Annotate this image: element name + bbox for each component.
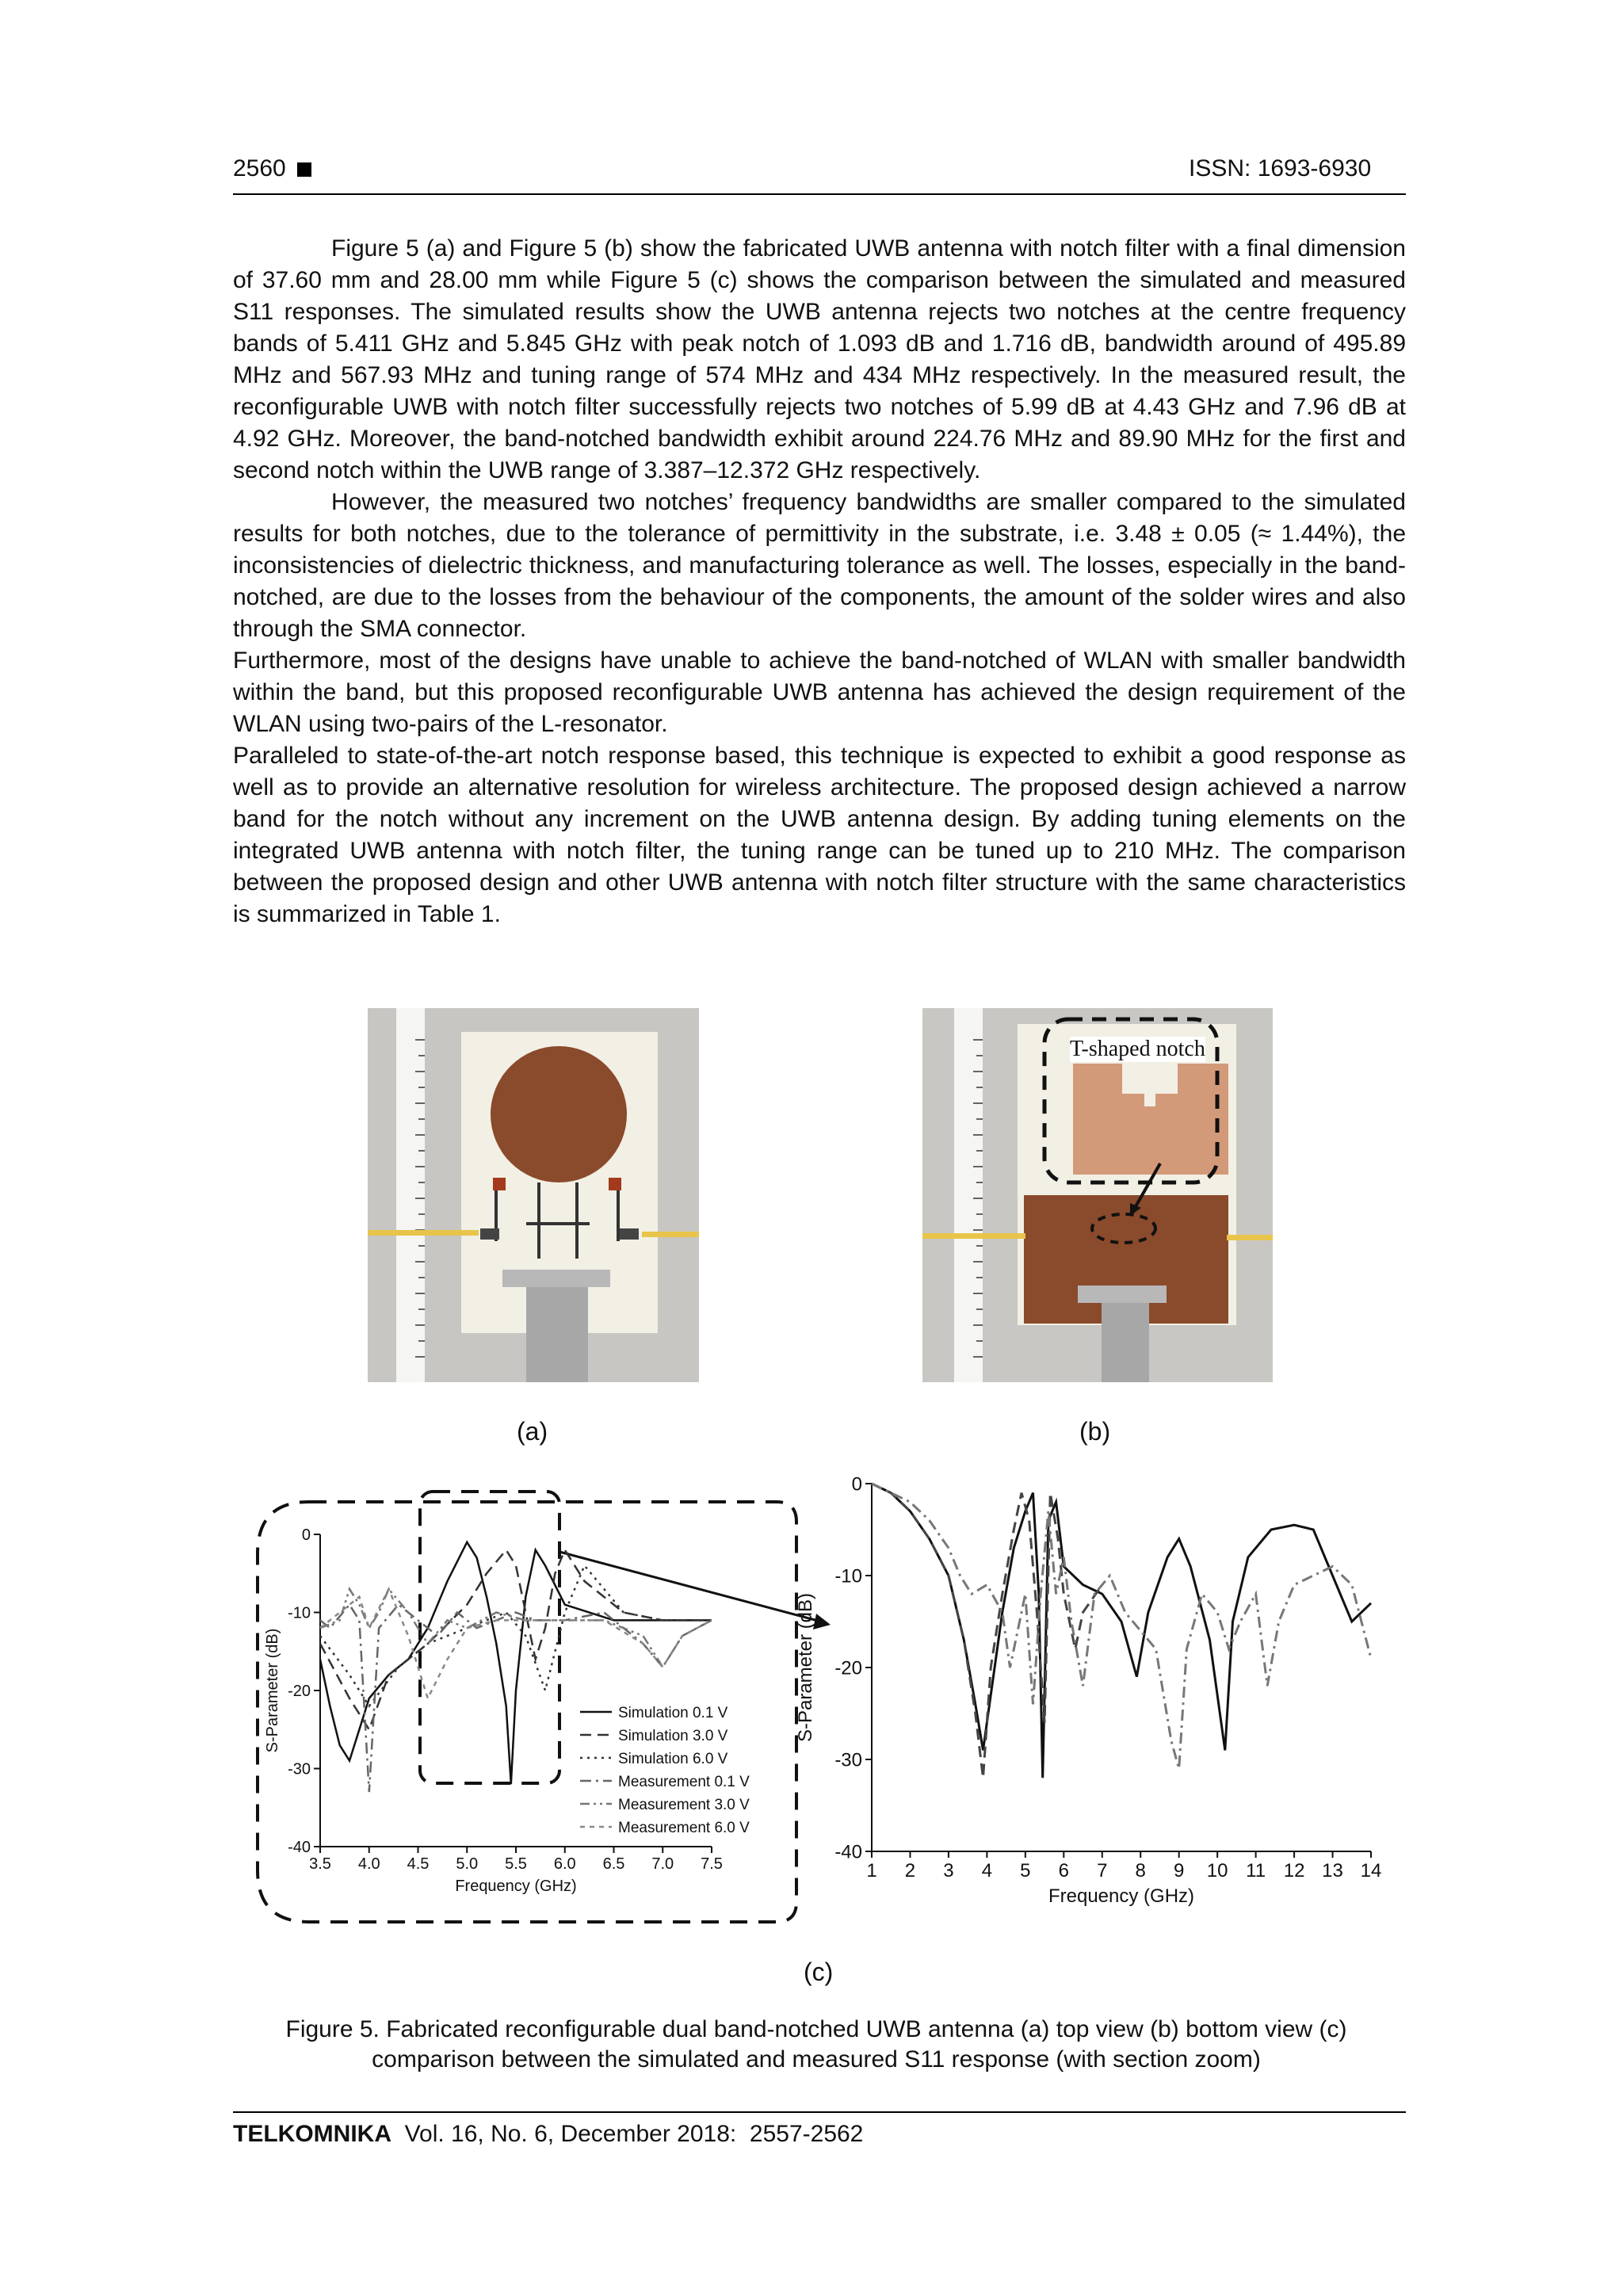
page-number: 2560 <box>233 155 311 182</box>
x-tick-label: 14 <box>1360 1860 1382 1881</box>
y-axis-label: S-Parameter (dB) <box>795 1592 816 1743</box>
square-bullet-icon <box>297 162 311 177</box>
x-tick-label: 4 <box>981 1860 993 1881</box>
x-tick-label: 8 <box>1135 1860 1146 1881</box>
paragraph-1: Figure 5 (a) and Figure 5 (b) show the fabricated UWB antenna with notch filter with a final dimension of 37.60 mm and 28.00 mm while Figure 5 (c) shows the comparison between the simulated and measured S11 responses. The simulated results show the UWB antenna rejects two notches at the centre frequency bands of 5.411 GHz and 5.845 GHz with peak notch of 1.093 dB and 1.716 dB, bandwidth around of 495.89 MHz and 567.93 MHz and tuning range of 574 MHz and 434 MHz respectively. In the measured result, the reconfigurable UWB with notch filter successfully rejects two notches of 5.99 dB at 4.43 GHz and 7.96 dB at 4.92 GHz. Moreover, the band-notched bandwidth exhibit around 224.76 MHz and 89.90 MHz for the first and second notch within the UWB range of 3.387–12.372 GHz respectively. <box>233 235 1406 483</box>
antenna-bottom-view-photo <box>922 1008 1273 1382</box>
y-tick-label: 0 <box>851 1474 862 1496</box>
chart-full-view <box>795 1474 1381 1907</box>
legend-label: Measurement 3.0 V <box>618 1797 750 1813</box>
x-tick-label: 6.5 <box>602 1855 625 1873</box>
y-tick-label: -10 <box>834 1565 862 1587</box>
footer-rule <box>233 2111 1406 2113</box>
body-text <box>233 233 1406 930</box>
x-tick-label: 13 <box>1322 1860 1343 1881</box>
y-tick-label: -10 <box>288 1604 311 1622</box>
x-tick-label: 6 <box>1058 1860 1069 1881</box>
x-tick-label: 5.0 <box>456 1855 479 1873</box>
label-c: (c) <box>804 1958 834 1986</box>
label-a: (a) <box>517 1417 548 1446</box>
journal-name: TELKOMNIKA <box>233 2121 391 2147</box>
paragraph-3: Furthermore, most of the designs have unable to achieve the band-notched of WLAN with smaller bandwidth within the band, but this proposed reconfigurable UWB antenna has achieved the design requirement of the WLAN using two-pairs of the L-resonator. <box>233 648 1406 737</box>
x-tick-label: 7 <box>1097 1860 1108 1881</box>
header-rule <box>233 193 1406 195</box>
paragraph-4: Paralleled to state-of-the-art notch response based, this technique is expected to exhibit a good response as well as to provide an alternative resolution for wireless architecture. The proposed design achieved a narrow band for the notch without any increment on the UWB antenna design. By adding tuning elements on the integrated UWB antenna with notch filter, the tuning range can be tuned up to 210 MHz. The comparison between the proposed design and other UWB antenna with notch filter structure with the same characteristics is summarized in Table 1. <box>233 743 1406 927</box>
y-tick-label: 0 <box>301 1526 311 1544</box>
x-axis-label: Frequency (GHz) <box>1048 1885 1195 1907</box>
x-tick-label: 4.5 <box>407 1855 430 1873</box>
x-tick-label: 7.5 <box>701 1855 723 1873</box>
antenna-top-view-illustration <box>368 1008 699 1382</box>
legend-label: Simulation 0.1 V <box>618 1705 728 1721</box>
journal-issn: ISSN: 1693-6930 <box>1189 155 1372 181</box>
x-tick-label: 3 <box>943 1860 954 1881</box>
x-axis-label: Frequency (GHz) <box>455 1878 577 1895</box>
y-tick-label: -20 <box>288 1683 311 1700</box>
x-tick-label: 11 <box>1246 1860 1266 1881</box>
x-tick-label: 2 <box>904 1860 916 1881</box>
figure-caption: Figure 5. Fabricated reconfigurable dual band-notched UWB antenna (a) top view (b) bottom view (c) comparison between the simulated and measured S11 response (with section zoom) <box>285 2016 1347 2073</box>
paragraph-2: However, the measured two notches’ frequency bandwidths are smaller compared to the simulated results for both notches, due to the tolerance of permittivity in the substrate, i.e. 3.48 ± 0.05 (≈ 1.44%), the inconsistencies of dielectric thickness, and manufacturing tolerance as well. The losses, especially in the band-notched, are due to the losses from the behaviour of the components, the amount of the solder wires and also through the SMA connector. <box>233 489 1406 642</box>
series-line-1 <box>872 1484 1371 1778</box>
x-tick-label: 10 <box>1206 1860 1228 1881</box>
x-tick-label: 6.0 <box>553 1855 576 1873</box>
s-parameter-charts <box>238 1474 1395 1934</box>
x-tick-label: 4.0 <box>357 1855 380 1873</box>
series-line-2 <box>872 1484 1102 1778</box>
x-tick-label: 5 <box>1020 1860 1031 1881</box>
legend-label: Measurement 6.0 V <box>618 1820 750 1836</box>
y-tick-label: -30 <box>834 1749 862 1771</box>
y-tick-label: -40 <box>834 1841 862 1863</box>
y-tick-label: -30 <box>288 1760 311 1778</box>
x-tick-label: 12 <box>1283 1860 1305 1881</box>
legend-label: Simulation 3.0 V <box>618 1728 728 1744</box>
y-tick-label: -40 <box>288 1839 311 1856</box>
x-tick-label: 3.5 <box>309 1855 331 1873</box>
x-tick-label: 9 <box>1174 1860 1185 1881</box>
y-axis-label: S-Parameter (dB) <box>264 1628 281 1753</box>
antenna-bottom-view-illustration <box>922 1008 1273 1382</box>
series-line-1 <box>320 1542 712 1784</box>
label-b: (b) <box>1079 1417 1111 1446</box>
y-tick-label: -20 <box>834 1657 862 1679</box>
legend-label: Measurement 0.1 V <box>618 1774 750 1790</box>
x-tick-label: 1 <box>866 1860 877 1881</box>
antenna-top-view-photo <box>368 1008 699 1382</box>
zoom-arrow-line <box>559 1552 821 1622</box>
t-shaped-notch-annotation: T-shaped notch <box>1070 1037 1205 1061</box>
footer-citation: TELKOMNIKA Vol. 16, No. 6, December 2018: 2557-2562 <box>233 2121 864 2147</box>
legend-label: Simulation 6.0 V <box>618 1751 728 1767</box>
x-tick-label: 5.5 <box>505 1855 527 1873</box>
x-tick-label: 7.0 <box>651 1855 674 1873</box>
chart-zoom-view <box>264 1526 750 1895</box>
